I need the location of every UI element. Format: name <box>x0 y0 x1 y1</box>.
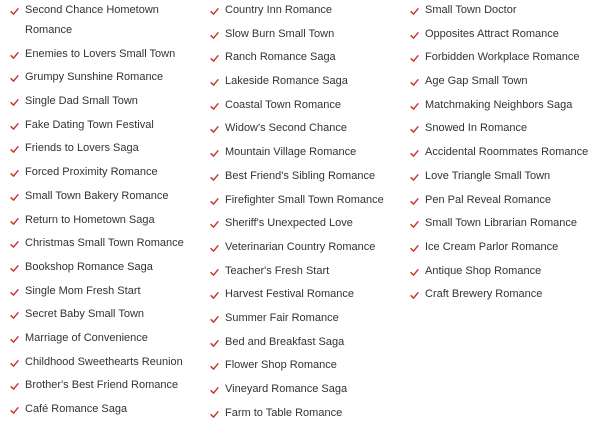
list-item <box>10 399 200 419</box>
checkmark-icon <box>210 244 219 253</box>
list-item-label: Café Romance Saga <box>25 403 128 415</box>
list-item-label: Accidental Roommates Romance <box>425 146 589 159</box>
list-item <box>10 186 200 206</box>
checkmark-icon <box>10 288 19 297</box>
list-item-label: Snowed In Romance <box>425 122 528 135</box>
list-item-label: Love Triangle Small Town <box>425 169 551 182</box>
list-item <box>10 162 200 182</box>
checkmark-icon <box>10 406 19 415</box>
list-item <box>410 237 600 257</box>
list-item <box>10 44 200 64</box>
checkmark-icon <box>410 268 419 277</box>
list-item-label: Harvest Festival Romance <box>225 288 354 301</box>
checkmark-icon <box>210 220 219 229</box>
list-item-label: Friends to Lovers Saga <box>25 142 139 155</box>
list-item-label: Single Mom Fresh Start <box>25 284 141 297</box>
checkmark-icon <box>210 197 219 206</box>
list-column-3 <box>410 0 600 308</box>
list-item-label: Fake Dating Town Festival <box>25 118 154 131</box>
checkmark-icon <box>10 264 19 273</box>
checkmark-icon <box>410 291 419 300</box>
checkmark-icon <box>10 122 19 131</box>
list-item <box>10 138 200 158</box>
list-item-label: Childhood Sweethearts Reunion <box>25 355 183 368</box>
checkmark-icon <box>10 7 19 16</box>
list-item <box>410 190 600 210</box>
list-item <box>10 210 200 230</box>
list-item <box>10 91 200 111</box>
list-item <box>210 332 400 352</box>
list-item <box>10 257 200 277</box>
checkmark-icon <box>410 173 419 182</box>
checkmark-icon <box>10 51 19 60</box>
list-item <box>10 304 200 324</box>
list-item-label: Enemies to Lovers Small Town <box>25 47 176 60</box>
checkmark-icon <box>210 78 219 87</box>
checkmark-icon <box>210 54 219 63</box>
checkmark-icon <box>10 169 19 178</box>
list-item-label: Opposites Attract Romance <box>425 27 559 40</box>
checkmark-icon <box>210 291 219 300</box>
list-item-label: Bookshop Romance Saga <box>25 260 153 273</box>
list-item <box>10 375 200 395</box>
checkmark-icon <box>210 386 219 395</box>
list-item-label: Secret Baby Small Town <box>25 308 145 321</box>
list-item <box>410 71 600 91</box>
checkmark-icon <box>10 335 19 344</box>
list-item-label: Firefighter Small Town Romance <box>225 193 384 206</box>
list-item-label: Mountain Village Romance <box>225 146 357 159</box>
list-item <box>410 284 600 304</box>
checkmark-icon <box>410 31 419 40</box>
checkmark-icon <box>10 359 19 368</box>
list-item-label: Brother's Best Friend Romance <box>25 379 179 392</box>
list-item <box>210 71 400 91</box>
list-item <box>210 95 400 115</box>
list-item <box>410 0 600 20</box>
checkmark-icon <box>210 339 219 348</box>
checkmark-icon <box>410 54 419 63</box>
list-item-label: Sheriff's Unexpected Love <box>225 217 353 230</box>
list-item <box>410 118 600 138</box>
list-item <box>410 95 600 115</box>
checkmark-icon <box>10 98 19 107</box>
list-item-label: Christmas Small Town Romance <box>25 237 184 250</box>
list-item <box>10 0 175 40</box>
list-item <box>210 47 400 67</box>
checkmark-icon <box>210 7 219 16</box>
list-item-label: Flower Shop Romance <box>225 359 337 372</box>
checkmark-icon <box>10 311 19 320</box>
list-item-label: Forbidden Workplace Romance <box>425 51 580 64</box>
list-item <box>10 67 200 87</box>
list-item <box>210 24 400 44</box>
checkmark-icon <box>410 102 419 111</box>
list-item-label: Slow Burn Small Town <box>225 27 335 40</box>
list-item <box>410 261 600 281</box>
list-column-2 <box>210 0 400 426</box>
list-item <box>10 328 200 348</box>
checkmark-icon <box>410 125 419 134</box>
list-item-label: Small Town Bakery Romance <box>25 189 169 202</box>
checkmark-icon <box>10 74 19 83</box>
list-item-label: Matchmaking Neighbors Saga <box>425 98 573 111</box>
list-item-label: Best Friend's Sibling Romance <box>225 169 376 182</box>
list-item <box>410 213 600 233</box>
checkmark-icon <box>410 78 419 87</box>
list-item-label: Coastal Town Romance <box>225 98 341 111</box>
list-item <box>210 190 400 210</box>
list-item <box>210 118 400 138</box>
checkmark-icon <box>10 240 19 249</box>
list-item-label: Age Gap Small Town <box>425 75 528 88</box>
list-item-label: Country Inn Romance <box>225 4 332 16</box>
checkmark-icon <box>210 149 219 158</box>
list-item-label: Vineyard Romance Saga <box>225 383 348 395</box>
list-item <box>10 281 200 301</box>
list-item-label: Farm to Table Romance <box>225 406 343 419</box>
checkmark-icon <box>210 315 219 324</box>
list-item-label: Widow's Second Chance <box>225 122 347 135</box>
checkmark-icon <box>10 217 19 226</box>
list-item-label: Marriage of Convenience <box>25 331 148 344</box>
list-item-label: Return to Hometown Saga <box>25 213 155 226</box>
list-item <box>410 166 600 186</box>
checkmark-icon <box>210 102 219 111</box>
checkmark-icon <box>210 31 219 40</box>
list-item <box>210 237 400 257</box>
list-item <box>210 379 400 399</box>
list-item-label: Grumpy Sunshine Romance <box>25 71 164 84</box>
list-item-label: Summer Fair Romance <box>225 311 339 324</box>
list-item-label: Craft Brewery Romance <box>425 288 543 301</box>
checkmark-icon <box>210 173 219 182</box>
checkmark-icon <box>10 382 19 391</box>
list-item <box>210 166 400 186</box>
list-item <box>210 0 400 20</box>
checkmark-icon <box>10 193 19 202</box>
list-item <box>10 115 200 135</box>
list-item-label: Pen Pal Reveal Romance <box>425 193 551 206</box>
checkmark-icon <box>210 125 219 134</box>
list-item <box>210 261 400 281</box>
list-item-label: Forced Proximity Romance <box>25 166 158 179</box>
list-item <box>10 352 200 372</box>
list-item-label: Lakeside Romance Saga <box>225 75 348 88</box>
checkmark-icon <box>410 149 419 158</box>
checkmark-icon <box>210 268 219 277</box>
list-item-label: Single Dad Small Town <box>25 95 138 108</box>
list-item-label: Small Town Doctor <box>425 4 517 16</box>
list-item-label: Veterinarian Country Romance <box>225 240 376 253</box>
list-column-1 <box>10 0 200 423</box>
checkmark-icon <box>410 220 419 229</box>
list-item-label: Ice Cream Parlor Romance <box>425 240 559 253</box>
list-item <box>410 142 600 162</box>
list-item <box>210 403 400 423</box>
list-item <box>210 213 400 233</box>
checkmark-icon <box>210 410 219 419</box>
checkmark-icon <box>410 244 419 253</box>
list-item <box>410 24 600 44</box>
list-item <box>10 233 200 253</box>
list-item-label: Teacher's Fresh Start <box>225 264 330 277</box>
list-item <box>210 355 400 375</box>
list-item-label: Antique Shop Romance <box>425 264 542 277</box>
list-item-label: Ranch Romance Saga <box>225 51 336 64</box>
checkmark-icon <box>10 145 19 154</box>
list-item <box>210 284 400 304</box>
checkmark-icon <box>210 362 219 371</box>
list-item-label: Bed and Breakfast Saga <box>225 335 345 348</box>
list-item <box>210 142 400 162</box>
list-item-label: Second Chance Hometown Romance <box>25 4 159 36</box>
checkmark-icon <box>410 7 419 16</box>
list-item-label: Small Town Librarian Romance <box>425 217 578 230</box>
list-item <box>410 47 600 67</box>
checkmark-icon <box>410 197 419 206</box>
list-item <box>210 308 400 328</box>
